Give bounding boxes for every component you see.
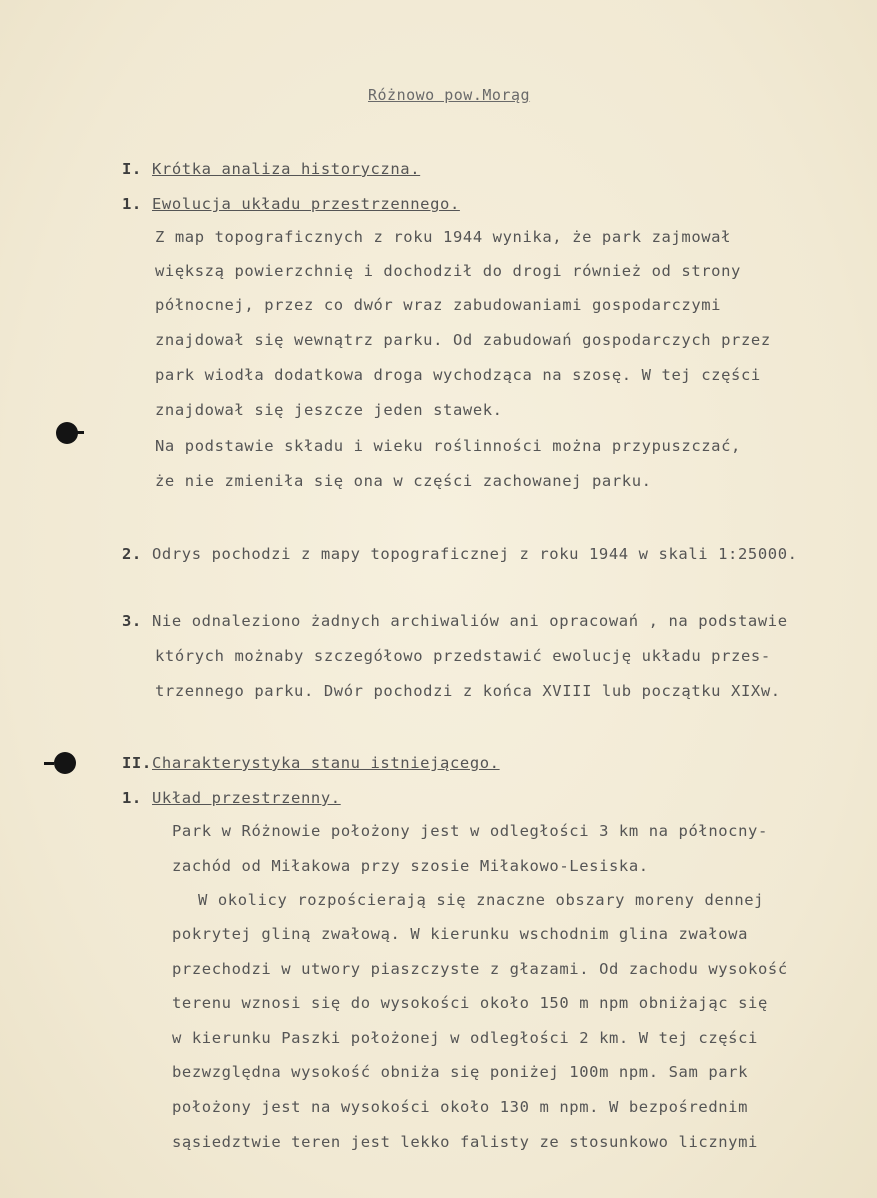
paragraph-line: park wiodła dodatkowa droga wychodząca na szosę. W tej części (155, 366, 761, 384)
paragraph-line: północnej, przez co dwór wraz zabudowaniami gospodarczymi (155, 296, 722, 314)
paragraph-line: Z map topograficznych z roku 1944 wynika, że park zajmował (155, 228, 732, 246)
section-title: Krótka analiza historyczna. (152, 160, 421, 178)
paragraph-line: W okolicy rozpościerają się znaczne obszary moreny dennej (198, 891, 765, 909)
numbered-paragraph (122, 545, 798, 563)
paragraph-line: zachód od Miłakowa przy szosie Miłakowo-Lesiska. (172, 857, 649, 875)
paragraph-line: położony jest na wysokości około 130 m npm. W bezpośrednim (172, 1098, 749, 1116)
punch-hole (54, 752, 76, 774)
paragraph-number: 2. (122, 545, 142, 563)
paragraph-line: większą powierzchnię i dochodził do drogi również od strony (155, 262, 741, 280)
paragraph-line: sąsiedztwie teren jest lekko falisty ze stosunkowo licznymi (172, 1133, 758, 1151)
subsection-heading (122, 789, 341, 807)
section-title: Charakterystyka stanu istniejącego. (152, 754, 500, 772)
numbered-paragraph (122, 612, 788, 630)
paragraph-line: Park w Różnowie położony jest w odległości 3 km na północny- (172, 822, 768, 840)
punch-hole (56, 422, 78, 444)
paragraph-line: pokrytej gliną zwałową. W kierunku wschodnim glina zwałowa (172, 925, 749, 943)
punch-hole-mark (76, 431, 84, 434)
page-title: Różnowo pow.Morąg (368, 86, 531, 104)
paragraph-text: Nie odnaleziono żadnych archiwaliów ani opracowań , na podstawie (152, 612, 788, 630)
paragraph-line: których możnaby szczegółowo przedstawić ewolucję układu przes- (155, 647, 771, 665)
subsection-number: 1. (122, 789, 142, 807)
subsection-number: 1. (122, 195, 142, 213)
subsection-title: Układ przestrzenny. (152, 789, 341, 807)
section-number: I. (122, 160, 142, 178)
paragraph-line: znajdował się wewnątrz parku. Od zabudowań gospodarczych przez (155, 331, 771, 349)
paragraph-line: terenu wznosi się do wysokości około 150 m npm obniżając się (172, 994, 768, 1012)
subsection-heading (122, 195, 460, 213)
paragraph-line: przechodzi w utwory piaszczyste z głazami. Od zachodu wysokość (172, 960, 788, 978)
paragraph-line: Na podstawie składu i wieku roślinności można przypuszczać, (155, 437, 741, 455)
paragraph-line: trzennego parku. Dwór pochodzi z końca XVIII lub początku XIXw. (155, 682, 781, 700)
punch-hole-mark (44, 762, 54, 765)
paragraph-line: bezwzględna wysokość obniża się poniżej 100m npm. Sam park (172, 1063, 749, 1081)
paragraph-text: Odrys pochodzi z mapy topograficznej z roku 1944 w skali 1:25000. (152, 545, 798, 563)
paragraph-line: w kierunku Paszki położonej w odległości 2 km. W tej części (172, 1029, 758, 1047)
paragraph-number: 3. (122, 612, 142, 630)
paragraph-line: że nie zmieniła się ona w części zachowanej parku. (155, 472, 652, 490)
section-number: II. (122, 754, 152, 772)
section-heading (122, 160, 420, 178)
section-heading (122, 754, 500, 772)
paragraph-line: znajdował się jeszcze jeden stawek. (155, 401, 503, 419)
subsection-title: Ewolucja układu przestrzennego. (152, 195, 460, 213)
